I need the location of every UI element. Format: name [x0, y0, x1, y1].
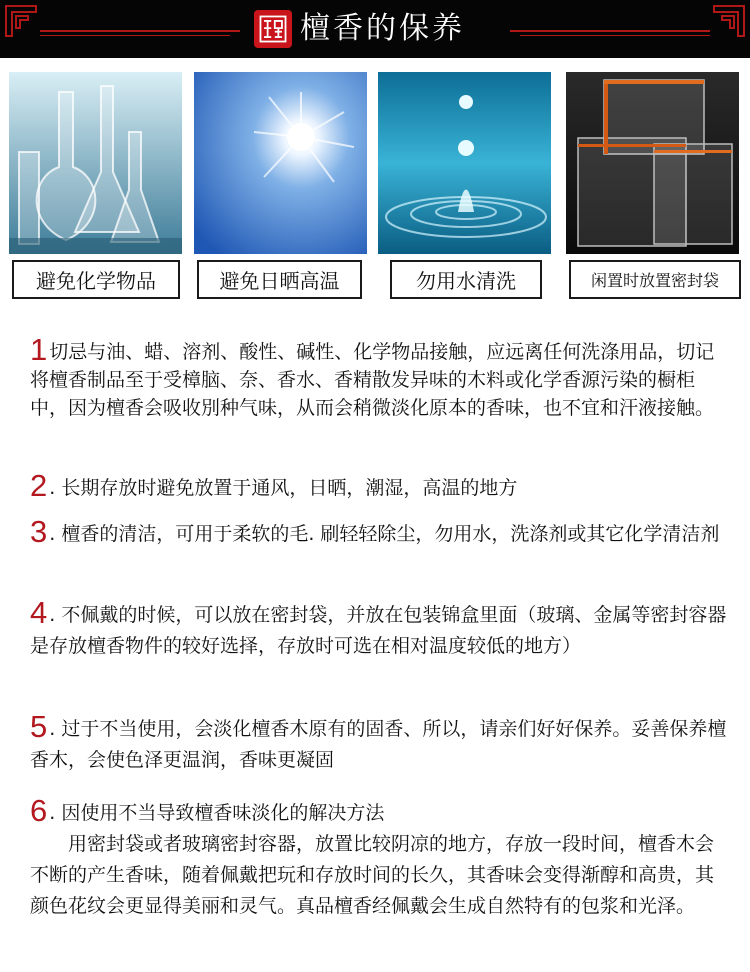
sun-sky-photo	[194, 72, 367, 254]
header-divider-right	[510, 30, 710, 32]
header-divider-right-thin	[520, 35, 710, 36]
lab-glassware-photo	[9, 72, 182, 254]
header-divider-left-thin	[40, 35, 230, 36]
item-text: . 不佩戴的时候，可以放在密封袋，并放在包装锦盒里面（玻璃、金属等密封容器是存放檀香物件的较好选择，存放时可选在相对温度较低的地方）	[30, 604, 727, 657]
corner-ornament-icon	[712, 4, 746, 38]
care-item-6	[30, 793, 730, 922]
care-item-1	[30, 332, 730, 422]
item-number: 3	[30, 514, 48, 549]
item-number: 2	[30, 468, 48, 503]
water-drop-photo	[378, 72, 551, 254]
item-text: 切忌与油、蜡、溶剂、酸性、碱性、化学物品接触，应远离任何洗涤用品，切记将檀香制品至于受樟脑、奈、香水、香精散发异味的木料或化学香源污染的橱柜中，因为檀香会吸收別种气味，从而会稍微淡化原本的香味，也不宜和汗液接触。	[30, 341, 715, 419]
item-number: 4	[30, 595, 48, 630]
item-number: 5	[30, 709, 48, 744]
item-number: 6	[30, 793, 48, 828]
caption-no-water: 勿用水清洗	[390, 260, 542, 299]
header-banner	[0, 0, 750, 58]
item-number: 1	[30, 332, 48, 367]
care-item-5	[30, 709, 730, 776]
page-title: 檀香的保养	[300, 11, 465, 46]
item-text: . 长期存放时避免放置于通风，日晒，潮湿，高温的地方	[49, 477, 518, 499]
care-item-4	[30, 595, 730, 662]
seal-logo-icon	[254, 10, 292, 48]
header-divider-left	[40, 30, 240, 32]
care-item-2	[30, 468, 730, 503]
caption-avoid-sun: 避免日晒高温	[197, 260, 362, 299]
caption-sealed-bag: 闲置时放置密封袋	[569, 260, 741, 299]
item-text: . 因使用不当导致檀香味淡化的解决方法	[49, 802, 385, 824]
item-text: . 檀香的清洁，可用于柔软的毛. 刷轻轻除尘，勿用水，洗涤剂或其它化学清洁剂	[49, 523, 720, 545]
corner-ornament-icon	[4, 4, 38, 38]
item-text: . 过于不当使用，会淡化檀香木原有的固香、所以，请亲们好好保养。妥善保养檀香木，会使色泽更温润，香味更凝固	[30, 718, 727, 771]
care-item-3	[30, 514, 730, 549]
caption-avoid-chemicals: 避免化学物品	[12, 260, 180, 299]
item-body: 用密封袋或者玻璃密封容器，放置比较阴凉的地方，存放一段时间，檀香木会不断的产生香味，随着佩戴把玩和存放时间的长久，其香味会变得渐醇和高贵，其颜色花纹会更显得美丽和灵气。真品檀香经佩戴会生成自然特有的包浆和光泽。	[30, 833, 715, 917]
zip-bag-photo	[566, 72, 739, 254]
